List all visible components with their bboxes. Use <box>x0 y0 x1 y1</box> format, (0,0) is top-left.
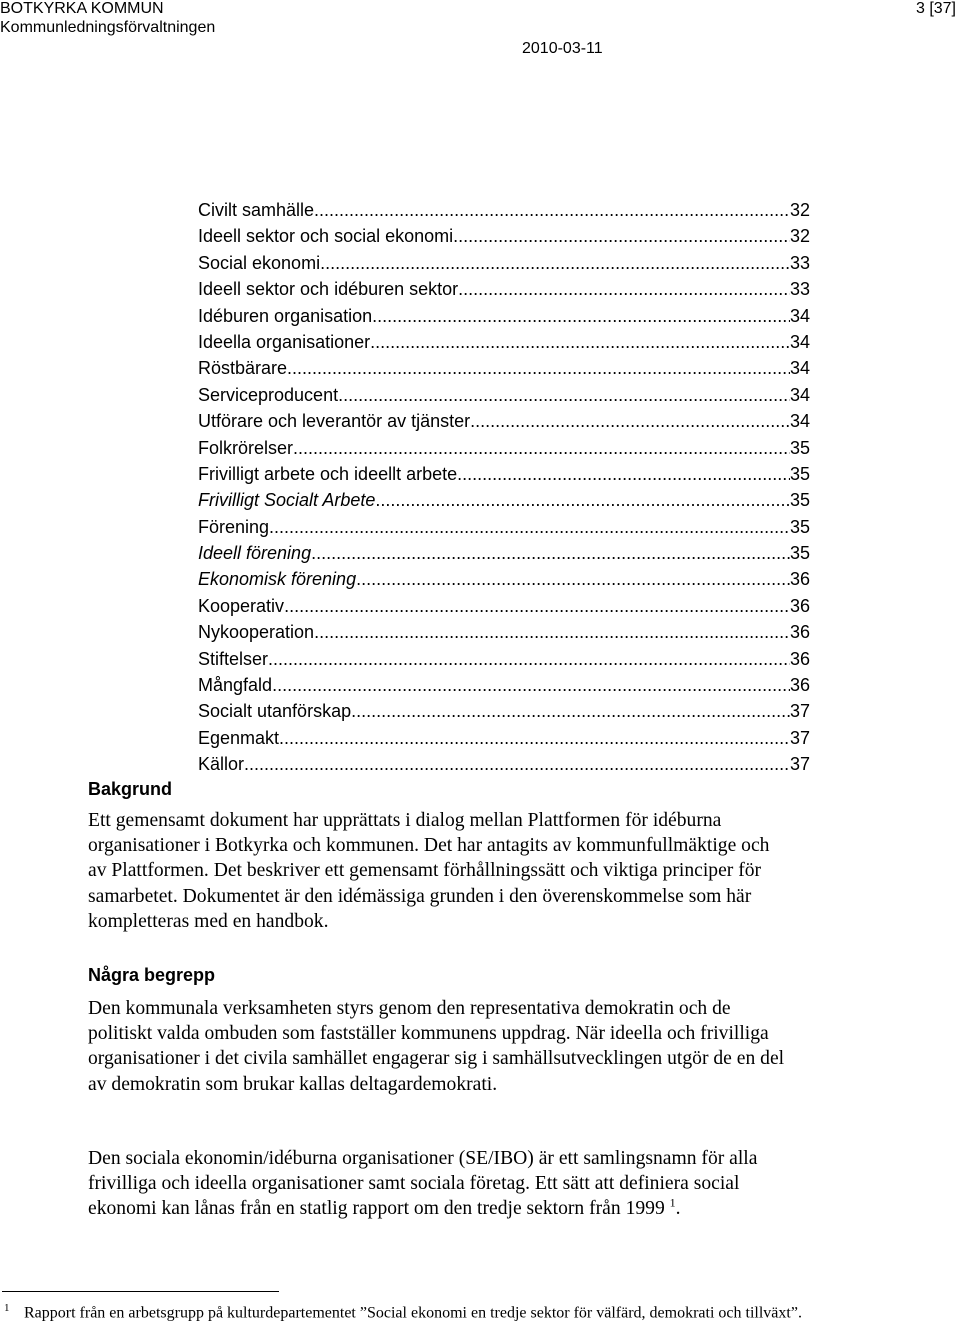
toc-leader-dots <box>284 594 790 618</box>
toc-entry-title: Frivilligt Socialt Arbete <box>198 490 376 511</box>
toc-entry-title: Egenmakt <box>198 727 280 748</box>
toc-leader-dots <box>244 752 790 776</box>
toc-entry-title: Utförare och leverantör av tjänster <box>198 411 471 432</box>
toc-entry[interactable] <box>198 567 810 593</box>
toc-entry[interactable] <box>198 726 810 752</box>
footnote <box>0 1298 802 1323</box>
toc-leader-dots <box>311 541 790 565</box>
toc-leader-dots <box>272 673 790 697</box>
toc-entry-title: Röstbärare <box>198 358 288 379</box>
toc-leader-dots <box>320 251 790 275</box>
toc-entry-title: Ideella organisationer <box>198 331 371 352</box>
toc-entry-page: 36 <box>789 595 810 616</box>
document-date: 2010-03-11 <box>522 40 603 57</box>
toc-entry-title: Stiftelser <box>198 648 269 669</box>
toc-entry-page: 32 <box>789 226 810 247</box>
toc-entry-page: 36 <box>789 675 810 696</box>
toc-entry-page: 36 <box>789 569 810 590</box>
toc-entry-title: Ekonomisk förening <box>198 569 357 590</box>
toc-entry[interactable] <box>198 436 810 462</box>
toc-entry[interactable] <box>198 673 810 699</box>
toc-entry-page: 35 <box>789 437 810 458</box>
toc-leader-dots <box>453 224 790 248</box>
organization-name: BOTKYRKA KOMMUN <box>0 0 164 17</box>
toc-entry[interactable] <box>198 251 810 277</box>
toc-leader-dots <box>293 436 790 460</box>
toc-entry-title: Social ekonomi <box>198 252 321 273</box>
toc-entry-page: 35 <box>789 463 810 484</box>
toc-entry-page: 35 <box>789 516 810 537</box>
toc-entry-page: 33 <box>789 252 810 273</box>
toc-entry[interactable] <box>198 198 810 224</box>
paragraph-begrepp-2 <box>88 1146 788 1222</box>
toc-entry[interactable] <box>198 620 810 646</box>
footnote-number: 1 <box>4 1302 10 1314</box>
toc-entry-title: Ideell sektor och idéburen sektor <box>198 279 459 300</box>
toc-entry[interactable] <box>198 224 810 250</box>
toc-entry[interactable] <box>198 647 810 673</box>
toc-entry-title: Ideell sektor och social ekonomi <box>198 226 454 247</box>
paragraph-begrepp-2-text: Den sociala ekonomin/idéburna organisationer (SE/IBO) är ett samlingsnamn för alla frivilliga och ideella organisationer samt sociala företag. Ett sätt att definiera social ekonomi kan lånas från en statlig rapport om den tredje sektorn från 1999 <box>88 1148 758 1220</box>
toc-entry[interactable] <box>198 277 810 303</box>
toc-entry-page: 34 <box>789 331 810 352</box>
toc-leader-dots <box>338 383 790 407</box>
toc-leader-dots <box>351 699 790 723</box>
toc-entry-title: Idéburen organisation <box>198 305 373 326</box>
toc-leader-dots <box>375 488 790 512</box>
toc-leader-dots <box>457 462 790 486</box>
toc-leader-dots <box>314 198 790 222</box>
toc-entry-title: Källor <box>198 754 245 775</box>
toc-entry-title: Frivilligt arbete och ideellt arbete <box>198 463 458 484</box>
department-name: Kommunledningsförvaltningen <box>0 19 216 36</box>
toc-entry[interactable] <box>198 409 810 435</box>
toc-leader-dots <box>356 567 790 591</box>
toc-entry[interactable] <box>198 699 810 725</box>
toc-entry-title: Ideell förening <box>198 543 312 564</box>
toc-entry-page: 34 <box>789 305 810 326</box>
toc-leader-dots <box>458 277 790 301</box>
toc-entry-page: 34 <box>789 358 810 379</box>
toc-entry-page: 37 <box>789 754 810 775</box>
toc-entry[interactable] <box>198 330 810 356</box>
toc-entry[interactable] <box>198 383 810 409</box>
toc-entry-title: Nykooperation <box>198 622 315 643</box>
paragraph-bakgrund: Ett gemensamt dokument har upprättats i dialog mellan Plattformen för idéburna organisationer i Botkyrka och kommunen. Det har antagits av kommunfullmäktige och av Plattformen. Det beskriver ett gemensamt förhållningssätt och viktiga principer för samarbetet. Dokumentet är den idémässiga grunden i den överenskommelse som här kompletteras med en handbok. <box>88 810 770 932</box>
toc-entry[interactable] <box>198 356 810 382</box>
section-heading-begrepp: Några begrepp <box>88 965 216 985</box>
toc-entry[interactable] <box>198 752 810 778</box>
toc-entry[interactable] <box>198 462 810 488</box>
toc-entry-title: Förening <box>198 516 270 537</box>
toc-entry-page: 32 <box>789 200 810 220</box>
toc-entry[interactable] <box>198 304 810 330</box>
paragraph-begrepp-2-end: . <box>675 1198 681 1220</box>
toc-entry-title: Civilt samhälle <box>198 200 315 220</box>
toc-leader-dots <box>314 620 790 644</box>
toc-leader-dots <box>279 726 790 750</box>
toc-entry-title: Socialt utanförskap <box>198 701 352 722</box>
toc-entry-title: Serviceproducent <box>198 384 339 405</box>
toc-entry-title: Mångfald <box>198 675 273 696</box>
toc-leader-dots <box>470 409 790 433</box>
toc-entry-page: 36 <box>789 622 810 643</box>
toc-entry[interactable] <box>198 541 810 567</box>
footnote-text: Rapport från en arbetsgrupp på kulturdepartementet ”Social ekonomi en tredje sektor för välfärd, demokrati och tillväxt”. <box>24 1304 802 1322</box>
toc-leader-dots <box>269 515 790 539</box>
section-heading-bakgrund: Bakgrund <box>88 779 173 799</box>
toc-entry-page: 34 <box>789 411 810 432</box>
toc-entry[interactable] <box>198 488 810 514</box>
toc-entry[interactable] <box>198 594 810 620</box>
toc-leader-dots <box>372 304 790 328</box>
toc-leader-dots <box>287 356 790 380</box>
toc-entry-page: 35 <box>789 490 810 511</box>
toc-entry-page: 33 <box>789 279 810 300</box>
toc-entry[interactable] <box>198 515 810 541</box>
toc-entry-page: 36 <box>789 648 810 669</box>
toc-leader-dots <box>370 330 790 354</box>
toc-leader-dots <box>268 647 790 671</box>
toc-entry-title: Folkrörelser <box>198 437 294 458</box>
footnote-separator <box>2 1291 279 1292</box>
toc-entry-title: Kooperativ <box>198 595 285 616</box>
toc-entry-page: 34 <box>789 384 810 405</box>
toc-entry-page: 35 <box>789 543 810 564</box>
footnote-reference: 1 <box>669 1195 676 1210</box>
toc-entry-page: 37 <box>789 727 810 748</box>
paragraph-begrepp-1: Den kommunala verksamheten styrs genom den representativa demokratin och de politiskt valda ombuden som fastställer kommunens uppdrag. När ideella och frivilliga organisationer i det civila samhället engagerar sig i samhällsutvecklingen utgör de en del av demokratin som brukar kallas deltagardemokrati. <box>88 998 785 1095</box>
toc-entry-page: 37 <box>789 701 810 722</box>
page-number: 3 [37] <box>915 0 956 17</box>
table-of-contents <box>198 198 810 779</box>
